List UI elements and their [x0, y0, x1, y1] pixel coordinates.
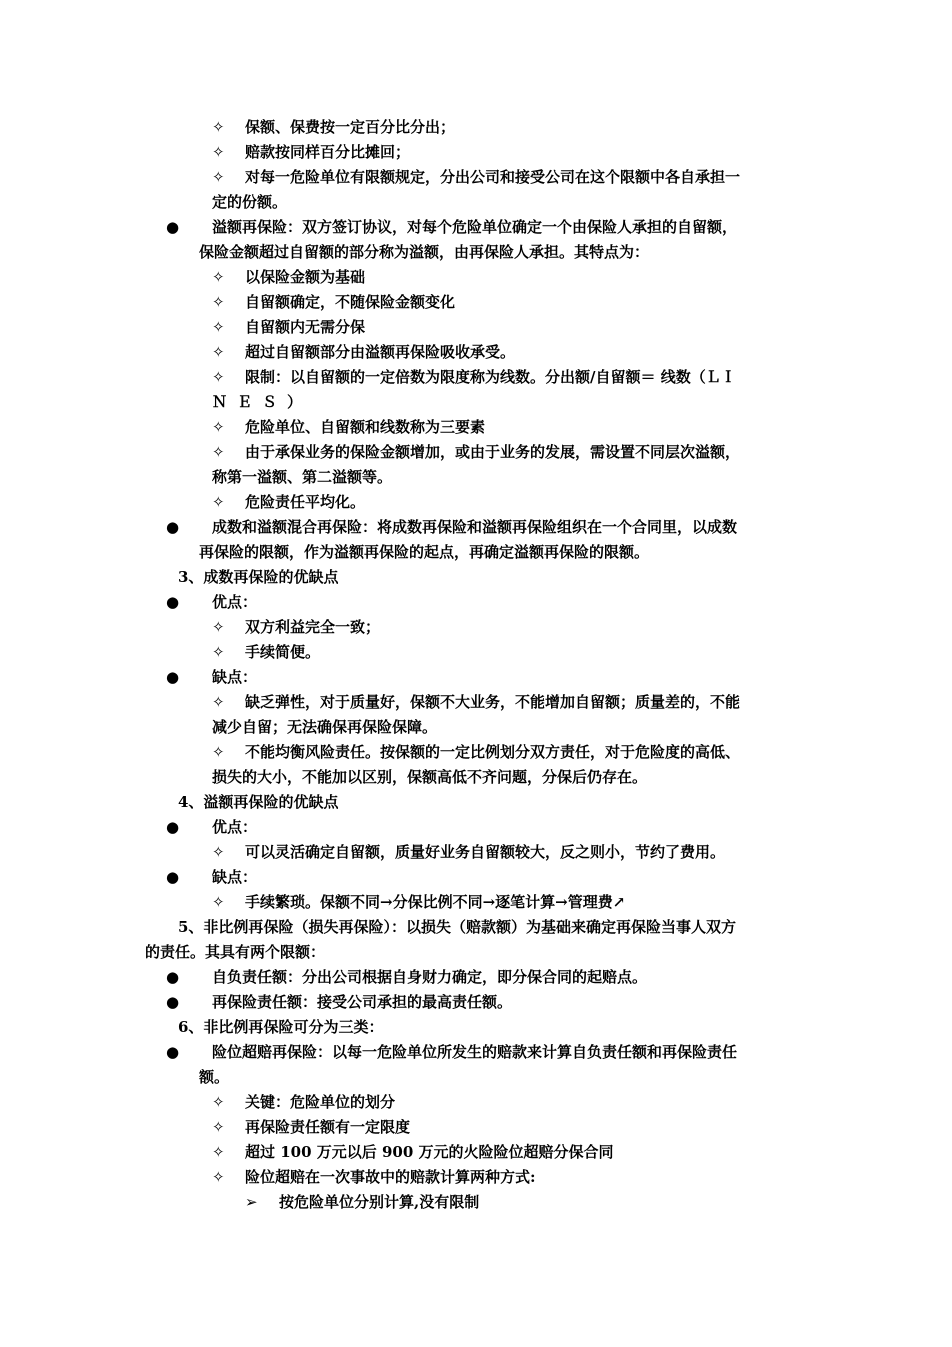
list-item-text: 可以灵活确定自留额，质量好业务自留额较大，反之则小，节约了费用。	[245, 843, 726, 861]
diamond-icon: ✧	[212, 368, 225, 386]
list-item-text: 溢额再保险：双方签订协议，对每个危险单位确定一个由保险人承担的自留额，	[212, 218, 738, 236]
section-heading-text: 3、成数再保险的优缺点	[178, 568, 339, 586]
bullet-icon: ●	[166, 668, 180, 686]
diamond-icon: ✧	[212, 643, 225, 661]
section-heading-text: 4、溢额再保险的优缺点	[178, 793, 339, 811]
list-item-continuation	[0, 190, 952, 215]
list-item	[0, 265, 952, 290]
list-item-continuation	[0, 390, 952, 415]
list-item-text: 减少自留；无法确保再保险保障。	[212, 718, 438, 736]
list-item	[0, 415, 952, 440]
diamond-icon: ✧	[212, 143, 225, 161]
diamond-icon: ✧	[212, 343, 225, 361]
bullet-icon: ●	[166, 868, 180, 886]
list-item	[0, 740, 952, 765]
list-item-text: 定的份额。	[212, 193, 288, 211]
list-item-text: 优点：	[212, 818, 258, 836]
list-item	[0, 890, 952, 915]
list-item-continuation	[0, 715, 952, 740]
list-item	[0, 815, 952, 840]
arrow-icon: ➢	[245, 1193, 258, 1211]
diamond-icon: ✧	[212, 493, 225, 511]
list-item-continuation	[0, 540, 952, 565]
list-item-text: 再保险责任额有一定限度	[245, 1118, 411, 1136]
list-item	[0, 440, 952, 465]
diamond-icon: ✧	[212, 118, 225, 136]
list-item-text: 超过自留额部分由溢额再保险吸收承受。	[245, 343, 516, 361]
bullet-icon: ●	[166, 818, 180, 836]
bullet-icon: ●	[166, 968, 180, 986]
diamond-icon: ✧	[212, 618, 225, 636]
diamond-icon: ✧	[212, 268, 225, 286]
diamond-icon: ✧	[212, 1093, 225, 1111]
diamond-icon: ✧	[212, 743, 225, 761]
list-item-text: 成数和溢额混合再保险：将成数再保险和溢额再保险组织在一个合同里，以成数	[212, 518, 738, 536]
list-item-text: 险位超赔在一次事故中的赔款计算两种方式:	[245, 1168, 536, 1186]
list-item-text: 自留额确定，不随保险金额变化	[245, 293, 456, 311]
section-heading	[0, 1015, 952, 1040]
list-item	[0, 1040, 952, 1065]
list-item	[0, 115, 952, 140]
list-item	[0, 1090, 952, 1115]
list-item	[0, 590, 952, 615]
list-item-text: 缺点：	[212, 668, 258, 686]
paragraph-line	[0, 915, 952, 940]
list-item-continuation	[0, 465, 952, 490]
list-item-text: 额。	[199, 1068, 230, 1086]
list-item	[0, 1165, 952, 1190]
list-item-continuation	[0, 1065, 952, 1090]
list-item-text: 双方利益完全一致；	[245, 618, 381, 636]
list-item-text: 保额、保费按一定百分比分出；	[245, 118, 456, 136]
paragraph-text: 5、非比例再保险（损失再保险）：以损失（赔款额）为基础来确定再保险当事人双方	[178, 918, 736, 936]
diamond-icon: ✧	[212, 443, 225, 461]
list-item-text: 再保险责任额：接受公司承担的最高责任额。	[212, 993, 513, 1011]
list-item	[0, 340, 952, 365]
paragraph-line	[0, 940, 952, 965]
section-heading	[0, 790, 952, 815]
list-item-text: 以保险金额为基础	[245, 268, 366, 286]
list-item	[0, 690, 952, 715]
list-item	[0, 215, 952, 240]
list-item-text: 损失的大小，不能加以区别，保额高低不齐问题，分保后仍存在。	[212, 768, 648, 786]
list-item	[0, 865, 952, 890]
list-item-text: 按危险单位分别计算,没有限制	[279, 1193, 480, 1211]
list-item-text: 限制：以自留额的一定倍数为限度称为线数。分出额/自留额＝ 线数（ＬＩ	[245, 368, 736, 386]
list-item-text: 自负责任额：分出公司根据自身财力确定，即分保合同的起赔点。	[212, 968, 648, 986]
section-heading	[0, 565, 952, 590]
diamond-icon: ✧	[212, 1118, 225, 1136]
list-item-text: 由于承保业务的保险金额增加，或由于业务的发展，需设置不同层次溢额，	[245, 443, 741, 461]
list-item	[0, 490, 952, 515]
bullet-icon: ●	[166, 518, 180, 536]
list-item-text: 超过 100 万元以后 900 万元的火险险位超赔分保合同	[245, 1143, 614, 1161]
list-item-text: 缺乏弹性，对于质量好，保额不大业务，不能增加自留额；质量差的，不能	[245, 693, 741, 711]
list-item	[0, 365, 952, 390]
list-item	[0, 990, 952, 1015]
list-item-text: 优点：	[212, 593, 258, 611]
bullet-icon: ●	[166, 993, 180, 1011]
list-item-text: 自留额内无需分保	[245, 318, 366, 336]
bullet-icon: ●	[166, 593, 180, 611]
list-item-text: 险位超赔再保险：以每一危险单位所发生的赔款来计算自负责任额和再保险责任	[212, 1043, 738, 1061]
list-item	[0, 165, 952, 190]
list-item	[0, 640, 952, 665]
list-item	[0, 315, 952, 340]
list-item-text: 关键：危险单位的划分	[245, 1093, 396, 1111]
list-item	[0, 1115, 952, 1140]
list-item-text: 保险金额超过自留额的部分称为溢额，由再保险人承担。其特点为：	[199, 243, 650, 261]
diamond-icon: ✧	[212, 893, 225, 911]
list-item-text: 再保险的限额，作为溢额再保险的起点，再确定溢额再保险的限额。	[199, 543, 650, 561]
diamond-icon: ✧	[212, 168, 225, 186]
list-item	[0, 140, 952, 165]
list-item-text: 手续繁琐。保额不同→分保比例不同→逐笔计算→管理费↗	[245, 893, 626, 911]
list-item-continuation	[0, 765, 952, 790]
section-heading-text: 6、非比例再保险可分为三类：	[178, 1018, 384, 1036]
list-item	[0, 1140, 952, 1165]
bullet-icon: ●	[166, 218, 180, 236]
list-item-text: 手续简便。	[245, 643, 321, 661]
list-item	[0, 965, 952, 990]
list-item-text: 赔款按同样百分比摊回；	[245, 143, 411, 161]
list-item	[0, 840, 952, 865]
diamond-icon: ✧	[212, 1143, 225, 1161]
diamond-icon: ✧	[212, 293, 225, 311]
list-item	[0, 515, 952, 540]
diamond-icon: ✧	[212, 693, 225, 711]
list-item	[0, 665, 952, 690]
list-item-text: 危险责任平均化。	[245, 493, 366, 511]
diamond-icon: ✧	[212, 318, 225, 336]
list-item	[0, 290, 952, 315]
list-item-text: ＮＥＳ）	[212, 393, 313, 411]
bullet-icon: ●	[166, 1043, 180, 1061]
list-item-text: 对每一危险单位有限额规定，分出公司和接受公司在这个限额中各自承担一	[245, 168, 741, 186]
list-item-text: 称第一溢额、第二溢额等。	[212, 468, 393, 486]
list-item-text: 不能均衡风险责任。按保额的一定比例划分双方责任，对于危险度的高低、	[245, 743, 741, 761]
list-item-continuation	[0, 240, 952, 265]
list-item-text: 缺点：	[212, 868, 258, 886]
diamond-icon: ✧	[212, 1168, 225, 1186]
list-item	[0, 615, 952, 640]
paragraph-text: 的责任。其具有两个限额：	[145, 943, 326, 961]
diamond-icon: ✧	[212, 418, 225, 436]
diamond-icon: ✧	[212, 843, 225, 861]
list-item	[0, 1190, 952, 1215]
list-item-text: 危险单位、自留额和线数称为三要素	[245, 418, 486, 436]
